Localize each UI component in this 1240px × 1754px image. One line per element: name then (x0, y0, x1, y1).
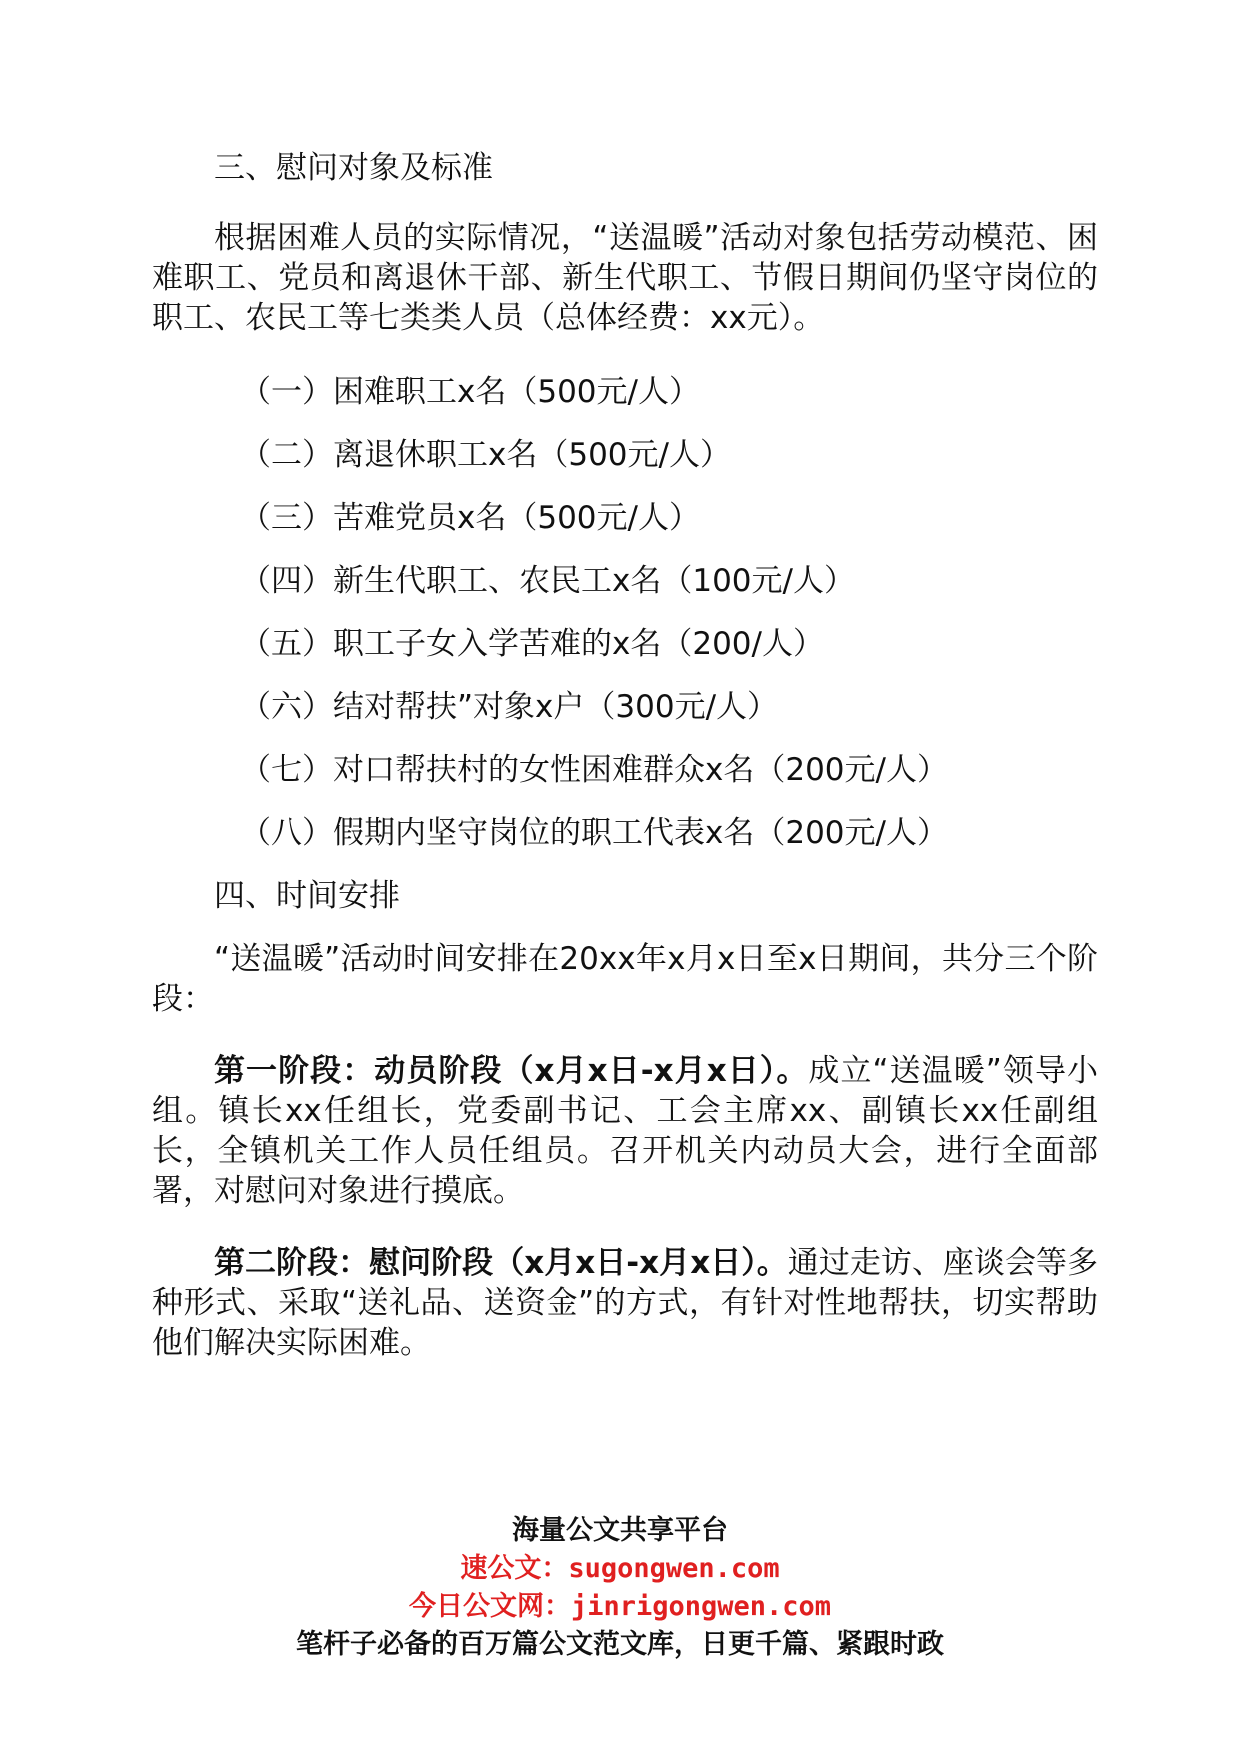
footer-watermark (0, 1512, 1240, 1664)
footer-site-1-label: 速公文： (460, 1553, 569, 1584)
footer-site-1-url[interactable]: sugongwen.com (568, 1553, 780, 1584)
phase-1-paragraph (152, 1051, 1098, 1211)
section-3-heading: 三、慰问对象及标准 (214, 150, 493, 186)
list-item-3: （三）苦难党员x名（500元/人） (240, 500, 700, 536)
footer-slogan: 笔杆子必备的百万篇公文范文库，日更千篇、紧跟时政 (296, 1629, 944, 1660)
list-item-4: （四）新生代职工、农民工x名（100元/人） (240, 563, 855, 599)
section-4-heading: 四、时间安排 (214, 878, 400, 914)
footer-site-2 (0, 1588, 1240, 1626)
footer-platform-title: 海量公文共享平台 (512, 1515, 728, 1546)
list-item-6: （六）结对帮扶”对象x户（300元/人） (240, 689, 779, 725)
list-item-8: （八）假期内坚守岗位的职工代表x名（200元/人） (240, 815, 948, 851)
section-4-intro-paragraph: “送温暖”活动时间安排在20xx年x月x日至x日期间，共分三个阶段： (152, 941, 1098, 1017)
footer-site-2-label: 今日公文网： (408, 1591, 571, 1622)
phase-1-title: 第一阶段：动员阶段（x月x日-x月x日）。 (214, 1053, 809, 1089)
phase-2-text: 通过走访、座谈会等多种形式、采取“送礼品、送资金”的方式，有针对性地帮扶，切实帮助他们解决实际困难。 (152, 1245, 1098, 1361)
list-item-1: （一）困难职工x名（500元/人） (240, 374, 700, 410)
list-item-5: （五）职工子女入学苦难的x名（200/人） (240, 626, 824, 662)
footer-site-2-url[interactable]: jinrigongwen.com (570, 1591, 832, 1622)
phase-2-paragraph (152, 1243, 1098, 1363)
phase-1-text: 成立“送温暖”领导小组。镇长xx任组长，党委副书记、工会主席xx、副镇长xx任副组长，全镇机关工作人员任组员。召开机关内动员大会，进行全面部署，对慰问对象进行摸底。 (152, 1053, 1098, 1209)
section-3-intro-paragraph: 根据困难人员的实际情况，“送温暖”活动对象包括劳动模范、困难职工、党员和离退休干部、新生代职工、节假日期间仍坚守岗位的职工、农民工等七类类人员（总体经费：xx元）。 (152, 220, 1098, 336)
document-body (152, 148, 1098, 1363)
phase-2-title: 第二阶段：慰问阶段（x月x日-x月x日）。 (214, 1245, 788, 1281)
list-item-2: （二）离退休职工x名（500元/人） (240, 437, 731, 473)
list-item-7: （七）对口帮扶村的女性困难群众x名（200元/人） (240, 752, 948, 788)
footer-site-1 (0, 1550, 1240, 1588)
